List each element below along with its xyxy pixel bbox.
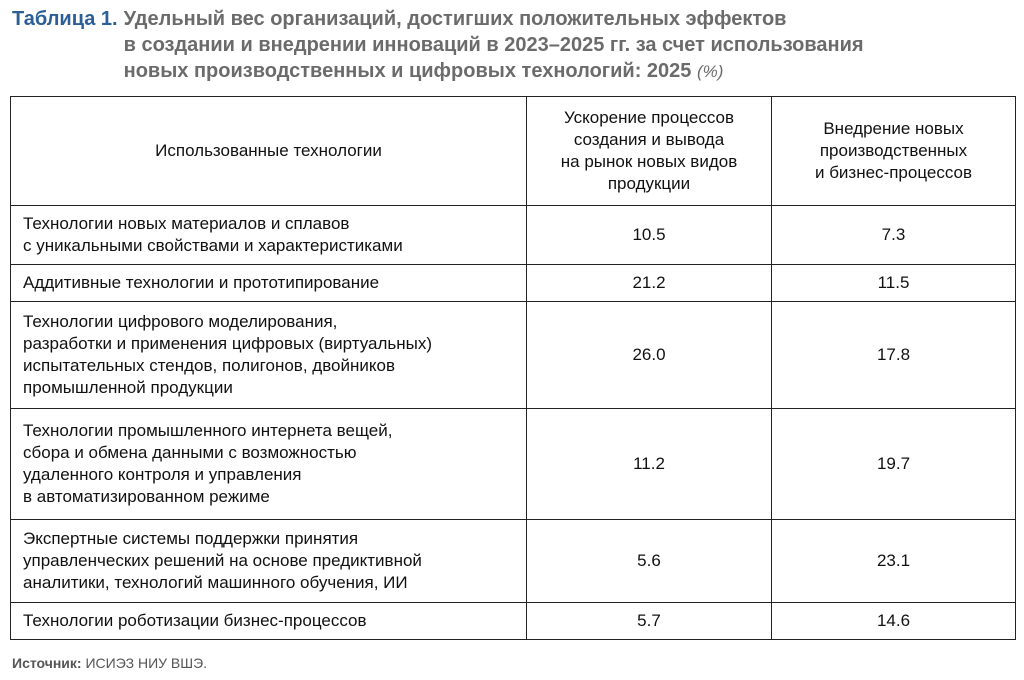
table-row	[11, 302, 1016, 409]
acceleration-value: 11.2	[527, 409, 772, 520]
implementation-value: 19.7	[772, 409, 1016, 520]
source-label: Источник:	[12, 655, 82, 671]
table-title	[12, 6, 1012, 85]
source-note	[12, 655, 207, 671]
implementation-value: 14.6	[772, 603, 1016, 640]
technology-cell: Технологии цифрового моделирования, разработки и применения цифровых (виртуальных) испытательных стендов, полигонов, двойников промышленной продукции	[11, 302, 527, 409]
header-technologies: Использованные технологии	[11, 97, 527, 206]
technology-cell: Технологии промышленного интернета вещей, сбора и обмена данными с возможностью удаленного контроля и управления в автоматизированном режиме	[11, 409, 527, 520]
table-number-label: Таблица 1.	[12, 8, 118, 30]
acceleration-value: 26.0	[527, 302, 772, 409]
acceleration-value: 21.2	[527, 265, 772, 302]
table-row	[11, 265, 1016, 302]
title-line-3	[124, 58, 864, 85]
header-acceleration: Ускорение процессов создания и вывода на рынок новых видов продукции	[527, 97, 772, 206]
table-row	[11, 520, 1016, 603]
table-header-row	[11, 97, 1016, 206]
technology-cell: Технологии роботизации бизнес-процессов	[11, 603, 527, 640]
table-title-text	[124, 6, 864, 85]
implementation-value: 7.3	[772, 206, 1016, 265]
technology-cell: Экспертные системы поддержки принятия управленческих решений на основе предиктивной аналитики, технологий машинного обучения, ИИ	[11, 520, 527, 603]
table-row	[11, 409, 1016, 520]
implementation-value: 11.5	[772, 265, 1016, 302]
title-line-3-text: новых производственных и цифровых технологий: 2025	[123, 60, 692, 82]
title-unit: (%)	[696, 62, 724, 81]
header-implementation: Внедрение новых производственных и бизнес-процессов	[772, 97, 1016, 206]
title-line-1: Удельный вес организаций, достигших положительных эффектов	[123, 8, 787, 30]
table-row	[11, 206, 1016, 265]
source-text: ИСИЭЗ НИУ ВШЭ.	[85, 655, 208, 671]
acceleration-value: 5.7	[527, 603, 772, 640]
technology-cell: Технологии новых материалов и сплавов с уникальными свойствами и характеристиками	[11, 206, 527, 265]
technology-cell: Аддитивные технологии и прототипирование	[11, 265, 527, 302]
data-table	[10, 96, 1016, 640]
implementation-value: 17.8	[772, 302, 1016, 409]
title-line-2: в создании и внедрении инноваций в 2023–2025 гг. за счет использования	[123, 34, 864, 56]
implementation-value: 23.1	[772, 520, 1016, 603]
acceleration-value: 5.6	[527, 520, 772, 603]
table-row	[11, 603, 1016, 640]
acceleration-value: 10.5	[527, 206, 772, 265]
